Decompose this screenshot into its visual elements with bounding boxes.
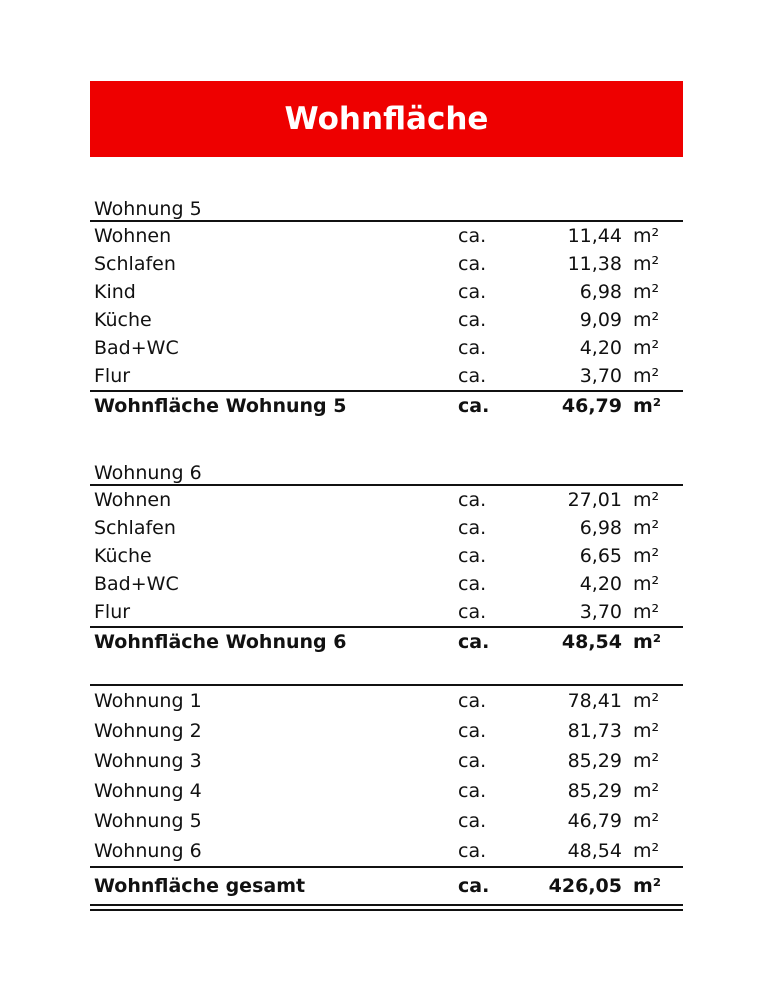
page-title-banner [90, 81, 683, 157]
area-unit: m² [633, 810, 660, 832]
section-wohnung-6 [90, 462, 683, 656]
room-label: Bad+WC [94, 337, 179, 359]
area-value: 6,98 [579, 517, 622, 539]
area-value: 48,54 [567, 840, 622, 862]
room-label: Schlafen [94, 253, 176, 275]
room-label: Schlafen [94, 517, 176, 539]
room-label: Flur [94, 601, 131, 623]
apartment-label: Wohnung 2 [94, 720, 202, 742]
approx-label: ca. [458, 601, 487, 623]
area-value: 11,38 [567, 253, 622, 275]
approx-label: ca. [458, 337, 487, 359]
area-unit: m² [633, 690, 660, 712]
area-unit: m² [633, 337, 660, 359]
table-row [90, 362, 683, 390]
table-row [90, 570, 683, 598]
approx-label: ca. [458, 225, 487, 247]
approx-label: ca. [458, 631, 490, 653]
table-row [90, 486, 683, 514]
area-unit: m² [633, 281, 660, 303]
apartment-label: Wohnung 3 [94, 750, 202, 772]
area-value: 9,09 [579, 309, 622, 331]
double-divider [90, 904, 683, 911]
subtotal-value: 46,79 [561, 395, 622, 417]
table-row [90, 334, 683, 362]
area-value: 6,98 [579, 281, 622, 303]
table-row [90, 250, 683, 278]
area-unit: m² [633, 720, 660, 742]
approx-label: ca. [458, 281, 487, 303]
grand-total-label: Wohnfläche gesamt [94, 875, 306, 897]
grand-total-row [90, 868, 683, 904]
approx-label: ca. [458, 573, 487, 595]
apartment-label: Wohnung 1 [94, 690, 202, 712]
table-row [90, 306, 683, 334]
area-value: 11,44 [567, 225, 622, 247]
table-row [90, 836, 683, 866]
table-row [90, 776, 683, 806]
area-unit: m² [633, 253, 660, 275]
area-unit: m² [633, 225, 660, 247]
subtotal-value: 48,54 [561, 631, 622, 653]
approx-label: ca. [458, 545, 487, 567]
area-unit: m² [633, 750, 660, 772]
section-heading: Wohnung 6 [94, 462, 202, 484]
approx-label: ca. [458, 720, 487, 742]
section-heading: Wohnung 5 [94, 198, 202, 220]
area-value: 27,01 [567, 489, 622, 511]
area-unit: m² [633, 875, 662, 897]
approx-label: ca. [458, 309, 487, 331]
area-unit: m² [633, 545, 660, 567]
approx-label: ca. [458, 253, 487, 275]
apartment-label: Wohnung 6 [94, 840, 202, 862]
table-row [90, 686, 683, 716]
section-wohnung-5 [90, 198, 683, 420]
area-value: 85,29 [567, 750, 622, 772]
table-row [90, 716, 683, 746]
grand-total-value: 426,05 [548, 875, 622, 897]
room-label: Küche [94, 309, 152, 331]
area-unit: m² [633, 780, 660, 802]
area-value: 3,70 [579, 601, 622, 623]
table-row [90, 514, 683, 542]
approx-label: ca. [458, 489, 487, 511]
area-unit: m² [633, 395, 662, 417]
table-row [90, 598, 683, 626]
approx-label: ca. [458, 810, 487, 832]
approx-label: ca. [458, 517, 487, 539]
area-value: 78,41 [567, 690, 622, 712]
area-value: 3,70 [579, 365, 622, 387]
area-unit: m² [633, 365, 660, 387]
subtotal-row [90, 392, 683, 420]
apartment-label: Wohnung 5 [94, 810, 202, 832]
table-row [90, 746, 683, 776]
approx-label: ca. [458, 780, 487, 802]
approx-label: ca. [458, 690, 487, 712]
room-label: Wohnen [94, 225, 172, 247]
area-unit: m² [633, 517, 660, 539]
subtotal-row [90, 628, 683, 656]
area-unit: m² [633, 309, 660, 331]
section-summary [90, 684, 683, 911]
table-row [90, 542, 683, 570]
room-label: Bad+WC [94, 573, 179, 595]
page-title: Wohnfläche [284, 101, 489, 137]
area-unit: m² [633, 601, 660, 623]
approx-label: ca. [458, 875, 490, 897]
subtotal-label: Wohnfläche Wohnung 6 [94, 631, 347, 653]
area-value: 4,20 [579, 337, 622, 359]
area-unit: m² [633, 840, 660, 862]
table-row [90, 278, 683, 306]
area-value: 46,79 [567, 810, 622, 832]
table-row [90, 806, 683, 836]
table-row [90, 222, 683, 250]
area-unit: m² [633, 631, 662, 653]
area-value: 4,20 [579, 573, 622, 595]
area-value: 6,65 [579, 545, 622, 567]
area-unit: m² [633, 489, 660, 511]
approx-label: ca. [458, 365, 487, 387]
area-value: 85,29 [567, 780, 622, 802]
room-label: Küche [94, 545, 152, 567]
subtotal-label: Wohnfläche Wohnung 5 [94, 395, 347, 417]
room-label: Kind [94, 281, 136, 303]
apartment-label: Wohnung 4 [94, 780, 202, 802]
approx-label: ca. [458, 395, 490, 417]
approx-label: ca. [458, 840, 487, 862]
approx-label: ca. [458, 750, 487, 772]
area-unit: m² [633, 573, 660, 595]
area-value: 81,73 [567, 720, 622, 742]
room-label: Wohnen [94, 489, 172, 511]
room-label: Flur [94, 365, 131, 387]
